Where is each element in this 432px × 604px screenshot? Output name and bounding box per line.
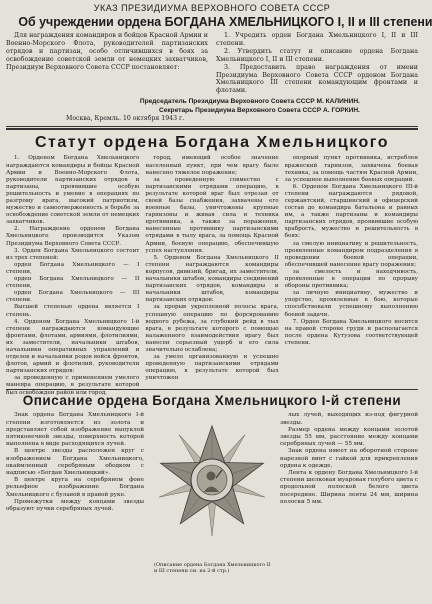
statute-column-3 — [285, 155, 418, 386]
paragraph: Знак ордена имеет на оборотной стороне нарезной винт с гайкой для прикрепления ордена к одежде. — [280, 448, 418, 469]
paragraph: 1. Учредить орден Богдана Хмельницкого I, II и III степени. — [216, 32, 418, 47]
divider — [6, 128, 418, 130]
paragraph: лых лучей, выходящих из-под фигурной звезды. — [280, 412, 418, 426]
paragraph: Для награждения командиров и бойцов Красной Армии и Военно-Морского Флота, руководителей партизанских отрядов и партизан, особо отличившихся в боях за освобождение советской земли от немецких захватчиков, Президиум Верховного Совета СССР постановляет: — [6, 32, 208, 71]
paragraph: Высшей степенью ордена является I степень. — [6, 304, 140, 318]
signature-chairman: Председатель Президиума Верховного Совета СССР М. КАЛИНИН. — [139, 98, 360, 106]
description-note: (Описание ордена Богдана Хмельницкого II и III степени см. на 2-й стр.) — [154, 562, 271, 575]
paragraph: за смелость и находчивость, проявленные в операции по прорыву обороны противника; — [284, 268, 418, 290]
paragraph: 1. Орденом Богдана Хмельницкого награждаются командиры и бойцы Красной Армии и Военно-Морского Флота, руководители партизанских отрядов и партизаны, проявившие особую решительность и умение в операциях по разгрому врага, высокий патриотизм, мужество и самоотверженность в борьбе за освобождение советской земли от немецких захватчиков. — [6, 155, 140, 226]
statute-column-2 — [145, 155, 278, 386]
paragraph: город, имеющий особое значение населенный пункт, при чем врагу было нанесено тяжелое поражение; — [145, 155, 279, 176]
paragraph: за умело организованную и успешно проведенную партизанскими отрядами операцию, в результате которой был уничтожен — [145, 354, 279, 382]
paragraph: Знак ордена Богдана Хмельницкого I-й степени изготовляется из золота и представляет собой изображение выпуклой пятиконечной звезды, поверхность которой выполнена в виде расходящихся лучей. — [6, 412, 144, 448]
paragraph: за проведенную с применением умелого маневра операцию, в результате которой был освобожден район или город, — [6, 375, 140, 396]
paragraph: орден Богдана Хмельницкого — III степени. — [6, 290, 140, 304]
paragraph: 6. Орденом Богдана Хмельницкого III-й степени награждаются рядовой, сержантский, старшинский и офицерский состав до командира батальона и равных им, а также партизаны и командиры партизанских отрядов, проявившие особую храбрость, мужество и решительность в боях: — [284, 183, 418, 240]
dateline: Москва, Кремль. 10 октября 1943 г. — [66, 115, 185, 123]
statute-title: Статут ордена Богдана Хмельницкого — [34, 134, 390, 152]
paragraph: В центре круга на серебряном фоне рельефное изображение Богдана Хмельницкого с булавой в правой руке. — [6, 477, 144, 498]
paragraph: Лента к ордену Богдана Хмельницкого I-й степени шелковая муаровая голубого цвета с продольной полоской белого цвета посередине. Ширина ленты 24 мм, ширина полоски 5 мм. — [280, 470, 418, 505]
description-body — [6, 412, 418, 575]
decree-headline: Об учреждении ордена БОГДАНА ХМЕЛЬНИЦКОГО I, II и III степени — [18, 14, 432, 29]
description-left — [6, 412, 144, 572]
statute-body — [6, 155, 418, 396]
paragraph: 3. Предоставить право награждения от имени Президиума Верховного Совета СССР орденом Богдана Хмельницкого III степени командующим фронтами и флотами. — [216, 63, 418, 95]
paragraph: 3. Орден Богдана Хмельницкого состоит из трех степеней: — [6, 247, 140, 261]
decree-kicker: УКАЗ ПРЕЗИДИУМА ВЕРХОВНОГО СОВЕТА СССР — [93, 3, 331, 13]
decree-points — [216, 32, 418, 95]
paragraph: 5. Орденом Богдана Хмельницкого II степени награждаются командиры корпусов, дивизий, бригад, их заместители, начальники штабов, командиры соединений партизанских отрядов, командиры и начальники штабов, командиры партизанских отрядов: — [145, 254, 279, 304]
decree-preamble — [6, 32, 208, 95]
paragraph: орден Богдана Хмельницкого — I степени, — [6, 261, 140, 275]
statute-column-1 — [6, 155, 140, 396]
paragraph: за смелую инициативу и решительность, проявленные командиром подразделения в проведении боевой операции, обеспечившей нанесение врагу поражения; — [284, 240, 418, 268]
paragraph: 7. Орден Богдана Хмельницкого носится на правой стороне груди и располагается после ордена Кутузова соответствующей степени. — [284, 318, 418, 346]
paragraph: за прорыв укрепленной полосы врага, успешную операцию по форсированию водного рубежа, за глубокий рейд в тыл врага, в результате которого с помощью налаженного взаимодействия врагу был нанесен серьезный ущерб и его сила значительно ослаблена; — [145, 304, 279, 353]
description-right — [280, 412, 418, 572]
divider — [6, 126, 418, 127]
paragraph: за проведенную совместно с партизанскими отрядами операцию, в результате которой враг был отрезан от своей базы снабжения, захвачены его военные базы, уничтожены крупные гарнизоны и живая сила и техника противника, а также за поражения, нанесенные противнику партизанскими отрядами в тылу врага, за помощь Красной Армии, боевую операцию, обеспечившую успех наступления. — [145, 176, 279, 254]
paragraph: Размер ордена между концами золотой звезды 55 мм, расстояние между концами серебряных лучей — 55 мм. — [280, 426, 418, 448]
signatures — [6, 98, 418, 115]
paragraph: В центре звезды расположен круг с изображением Богдана Хмельницкого, окаймленный серебряным ободком с надписью «Богдан Хмельницкий». — [6, 448, 144, 477]
description-title: Описание ордена Богдана Хмельницкого I-й степени — [22, 393, 402, 409]
paragraph: 4. Орденом Богдана Хмельницкого I-й степени награждаются командующие фронтами, флотами, армиями, флотилиями, их заместители, начальники штабов, начальники оперативных управлений и отделов и начальники родов войск фронтов, флотов, армий и флотилий, руководители партизанских отрядов: — [6, 318, 140, 375]
decree-body — [6, 32, 418, 95]
paragraph: за личную инициативу, мужество и упорство, проявленные в бою, которые способствовали успешному выполнению боевой задачи. — [284, 290, 418, 318]
order-image — [150, 412, 274, 575]
order-star-icon — [153, 412, 271, 562]
paragraph: 2. Утвердить статут и описание ордена Богдана Хмельницкого I, II и III степени. — [216, 47, 418, 63]
signature-secretary: Секретарь Президиума Верховного Совета СССР А. ГОРКИН. — [158, 106, 360, 114]
paragraph: Промежутки между концами звезды образуют пучки серебряных лучей. — [6, 498, 144, 513]
paragraph: опорный пункт противника, истреблен вражеский гарнизон, захвачена боевая техника, за помощь частям Красной Армии, за успешное выполнение боевых операций. — [284, 155, 418, 183]
paragraph: 2. Награждение орденом Богдана Хмельницкого производится Указом Президиума Верховного Совета СССР. — [6, 226, 140, 247]
paragraph: орден Богдана Хмельницкого — II степени, — [6, 276, 140, 290]
